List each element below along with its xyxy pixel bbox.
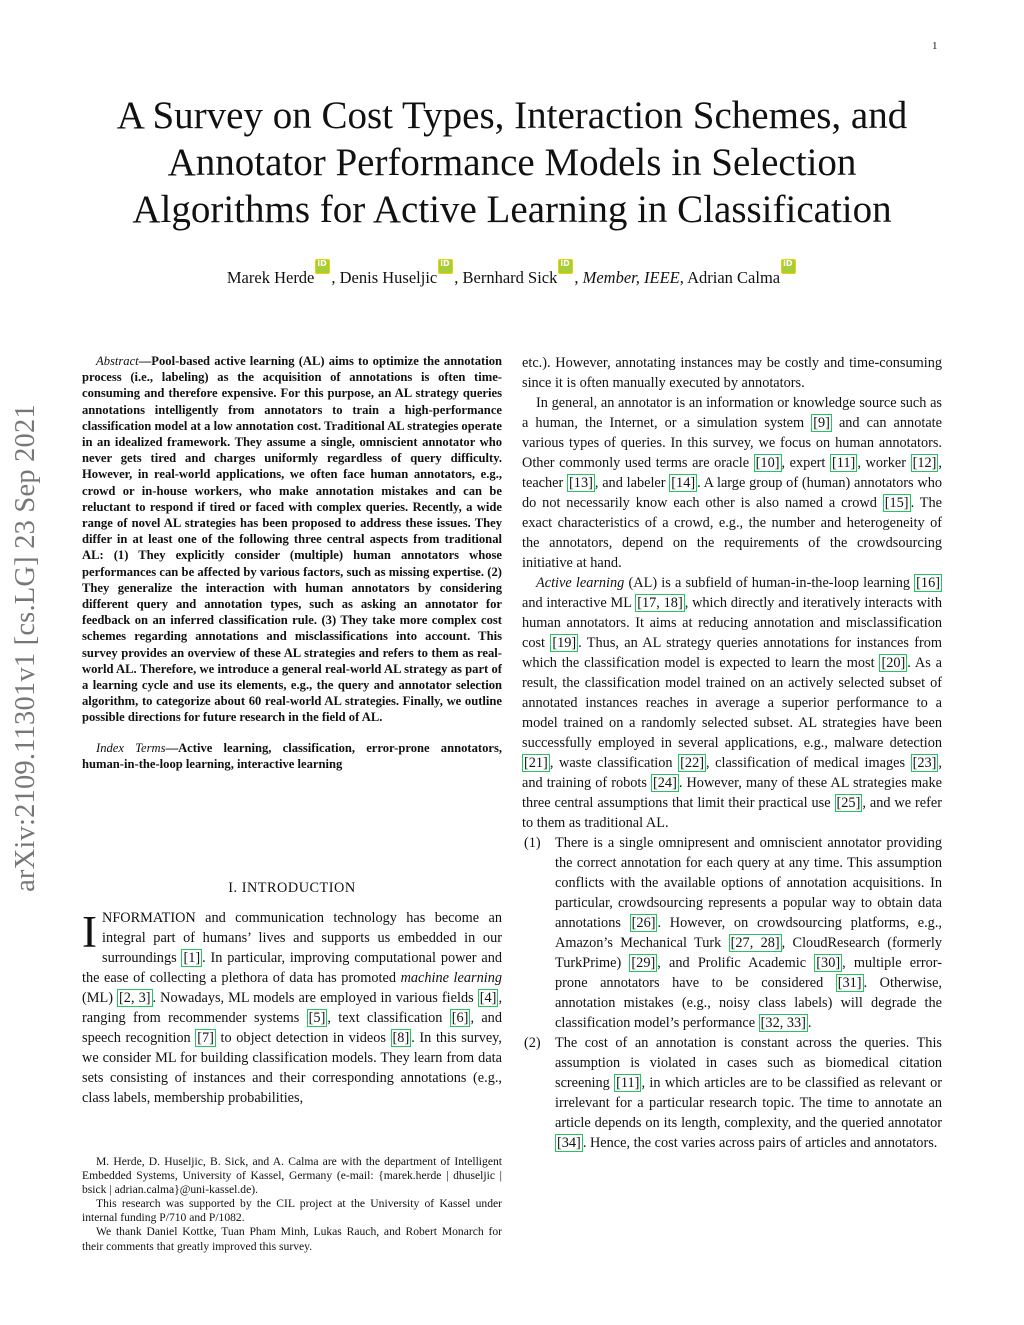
citation-link[interactable]: [30] [816, 955, 841, 971]
author-name: Denis Huseljic [339, 268, 438, 287]
citation-link[interactable]: [24] [653, 775, 677, 791]
citation-link[interactable]: [27, 28] [730, 935, 780, 951]
right-column-text [522, 353, 942, 1153]
footnote: This research was supported by the CIL project at the University of Kassel under internal funding P/710 and P/1082. [82, 1197, 502, 1225]
paper-title [60, 92, 964, 233]
citation-link[interactable]: [13] [569, 475, 593, 491]
text-run: , CloudResearch (formerly TurkPrime) [555, 935, 942, 971]
citation-link[interactable]: [17, 18] [637, 595, 683, 611]
citation-link[interactable]: [32, 33] [760, 1015, 806, 1031]
author-title: Member, IEEE [582, 268, 680, 287]
text-run: , and labeler [594, 475, 670, 491]
orcid-icon[interactable] [438, 259, 453, 274]
text-run: In general, an annotator is an information or knowledge source such as a human, the Internet, or a simulation system [522, 395, 942, 431]
author-name: Adrian Calma [687, 268, 781, 287]
text-run: , ranging from recommender systems [82, 990, 503, 1026]
section-heading: I. INTRODUCTION [228, 880, 356, 896]
emphasis: Active learning [536, 575, 625, 591]
arxiv-identifier[interactable]: arXiv:2109.11301v1 [cs.LG] 23 Sep 2021 [10, 404, 41, 892]
orcid-icon[interactable] [558, 259, 573, 274]
text-run: , and speech recognition [82, 1010, 502, 1046]
text-run: , expert [781, 455, 831, 471]
intro-first-word: NFORMATION [102, 910, 196, 926]
author-name: Bernhard Sick [462, 268, 558, 287]
footnotes [82, 1155, 502, 1254]
citation-link[interactable]: [34] [557, 1135, 581, 1151]
text-run: , text classification [327, 1010, 450, 1026]
citation-link[interactable]: [11] [832, 455, 856, 471]
citation-link[interactable]: [12] [912, 455, 937, 471]
author-list: Marek HerdeiD , Denis HuseljiciD , Bernhard SickiD , Member, IEEE, Adrian CalmaiD [60, 259, 964, 288]
assumption-list [522, 833, 942, 1153]
citation-link[interactable]: [7] [197, 1030, 214, 1046]
title-line: Annotator Performance Models in Selection [167, 141, 857, 184]
citation-link[interactable]: [22] [680, 755, 704, 771]
text-run: There is a single omnipresent and omniscient annotator providing the correct annotation for each query at any time. This assumption conflicts with the available options of annotation acquisitions. In particular, crowdsourcing represents a popular way to obtain data annotations [555, 835, 942, 931]
citation-link[interactable]: [31] [837, 975, 862, 991]
text-run: , multiple error-prone annotators have to be considered [555, 955, 942, 991]
drop-cap: I [82, 907, 97, 957]
citation-link[interactable]: [23] [912, 755, 937, 771]
index-terms-label: Index Terms [96, 740, 166, 755]
text-run: . Otherwise, annotation mistakes (e.g., noisy class labels) will degrade the classification model’s performance [555, 975, 942, 1031]
citation-link[interactable]: [8] [392, 1030, 410, 1046]
author-name: Marek Herde [226, 268, 315, 287]
text-run: (AL) is a subfield of human-in-the-loop learning [624, 575, 915, 591]
citation-link[interactable]: [5] [308, 1010, 326, 1026]
paragraph [522, 393, 942, 573]
emphasis: machine learning [400, 970, 502, 986]
orcid-icon[interactable] [315, 259, 330, 274]
text-run: . [807, 1015, 812, 1031]
text-run: . A large group of (human) annotators who do not necessarily know each other is also named a crowd [522, 475, 943, 511]
abstract-label: Abstract [96, 354, 139, 368]
citation-link[interactable]: [25] [836, 795, 861, 811]
text-run: and interactive ML [522, 595, 636, 611]
title-line: Algorithms for Active Learning in Classification [132, 188, 892, 231]
text-run: , in which articles are to be classified as relevant or irrelevant for a particular research topic. The time to annotate an article depends on its length, complexity, and the queried annotator [555, 1075, 942, 1131]
citation-link[interactable]: [2, 3] [119, 990, 151, 1006]
text-run: . However, many of these AL strategies make three central assumptions that limit their practical use [522, 775, 942, 811]
text-run: . However, on crowdsourcing platforms, e.g., Amazon’s Mechanical Turk [555, 915, 942, 951]
citation-link[interactable]: [14] [671, 475, 696, 491]
index-terms-text: —Active learning, classification, error-prone annotators, human-in-the-loop learning, interactive learning [82, 740, 503, 771]
text-run: , and Prolific Academic [657, 955, 815, 971]
title-line: A Survey on Cost Types, Interaction Schemes, and [116, 94, 908, 137]
citation-link[interactable]: [26] [631, 915, 656, 931]
orcid-icon[interactable] [781, 259, 796, 274]
citation-link[interactable]: [20] [881, 655, 906, 671]
abstract [82, 353, 502, 772]
list-number: (1) [524, 835, 541, 851]
citation-link[interactable]: [11] [616, 1075, 640, 1091]
text-run: , and we refer to them as traditional AL. [522, 795, 942, 831]
list-item [522, 833, 942, 1033]
text-run: , which directly and iteratively interacts with human annotators. It aims at reducing annotation and misclassification cost [522, 595, 943, 651]
text-run: . Thus, an AL strategy queries annotations for instances from which the classification model is expected to learn the most [522, 635, 942, 671]
list-number: (2) [524, 1035, 541, 1051]
text-run: and can annotate various types of queries. In this survey, we focus on human annotators. Other commonly used terms are oracle [522, 415, 942, 471]
text-run: . Hence, the cost varies across pairs of articles and annotators. [582, 1135, 938, 1151]
citation-link[interactable]: [1] [183, 950, 201, 966]
text-run: . As a result, the classification model trained on an actively selected subset of annotated instances reaches in average a superior performance to a model trained on a randomly selected subset. AL strategies have been successfully employed in several applications, e.g., malware detection [522, 655, 942, 751]
text-run: The cost of an annotation is constant across the queries. This assumption is violated in cases such as biomedical citation screening [555, 1035, 942, 1091]
text-run: , teacher [522, 455, 942, 491]
citation-link[interactable]: [6] [451, 1010, 469, 1026]
text-run: , and training of robots [522, 755, 942, 791]
paragraph: etc.). However, annotating instances may be costly and time-consuming since it is often manually executed by annotators. [522, 355, 942, 391]
text-run: , worker [857, 455, 911, 471]
citation-link[interactable]: [4] [479, 990, 497, 1006]
text-run: . In particular, improving computational power and the ease of collecting a plethora of data has promoted [82, 950, 502, 986]
text-run: (ML) [82, 990, 118, 1006]
citation-link[interactable]: [9] [813, 415, 830, 431]
paragraph [522, 573, 942, 833]
text-run: . The exact characteristics of a crowd, e.g., the number and heterogeneity of the annotators, depend on the requirements of the crowdsourcing initiative at hand. [522, 495, 942, 571]
text-run: , waste classification [549, 755, 679, 771]
footnote: M. Herde, D. Huseljic, B. Sick, and A. Calma are with the department of Intelligent Embedded Systems, University of Kassel, Germany (e-mail: {marek.herde | dhuseljic | bsick | adrian.calma}@uni-kassel.de). [82, 1155, 502, 1197]
citation-link[interactable]: [29] [631, 955, 656, 971]
introduction-text [82, 908, 502, 1108]
abstract-text: —Pool-based active learning (AL) aims to optimize the annotation process (i.e., labeling) as the acquisition of annotations is often time-consuming and therefore expensive. For this purpose, an AL strategy queries annotations intelligently from annotators to train a high-performance classification model at a low annotation cost. Traditional AL strategies operate in an idealized framework. They assume a single, omniscient annotator who never gets tired and charges uniformly regardless of query difficulty. However, in real-world applications, we often face human annotators, e.g., crowd or in-house workers, who make annotation mistakes and can be reluctant to respond if tired or faced with complex queries. Recently, a wide range of novel AL strategies has been proposed to address these issues. They differ in at least one of the following three central aspects from traditional AL: (1) They explicitly consider (multiple) human annotators whose performances can be affected by various factors, such as missing expertise. (2) They generalize the interaction with human annotators by considering different query and annotation types, such as asking an annotator for feedback on an inferred classification rule. (3) They take more complex cost schemes regarding annotations and misclassifications into account. This survey provides an overview of these AL strategies and refers to them as real-world AL. Therefore, we introduce a general real-world AL strategy as part of a learning cycle and use its elements, e.g., the query and annotator selection algorithm, to categorize about 60 real-world AL strategies. Finally, we outline possible directions for future research in the field of AL. [82, 354, 502, 725]
text-run: . Nowadays, ML models are employed in various fields [152, 990, 478, 1006]
page-number: 1 [932, 40, 938, 52]
citation-link[interactable]: [21] [524, 755, 548, 771]
text-run: and communication technology has become an integral part of humans’ lives and supports us embedded in our surroundings [102, 910, 502, 966]
list-item [522, 1033, 942, 1153]
text-run: , classification of medical images [705, 755, 911, 771]
citation-link[interactable]: [19] [552, 635, 577, 651]
citation-link[interactable]: [10] [755, 455, 780, 471]
citation-link[interactable]: [16] [916, 575, 940, 591]
footnote: We thank Daniel Kottke, Tuan Pham Minh, Lukas Rauch, and Robert Monarch for their comments that greatly improved this survey. [82, 1225, 502, 1253]
text-run: . In this survey, we consider ML for building classification models. They learn from data sets consisting of instances and their corresponding annotations (e.g., class labels, membership probabilities, [82, 1030, 502, 1106]
text-run: to object detection in videos [215, 1030, 391, 1046]
citation-link[interactable]: [15] [884, 495, 909, 511]
